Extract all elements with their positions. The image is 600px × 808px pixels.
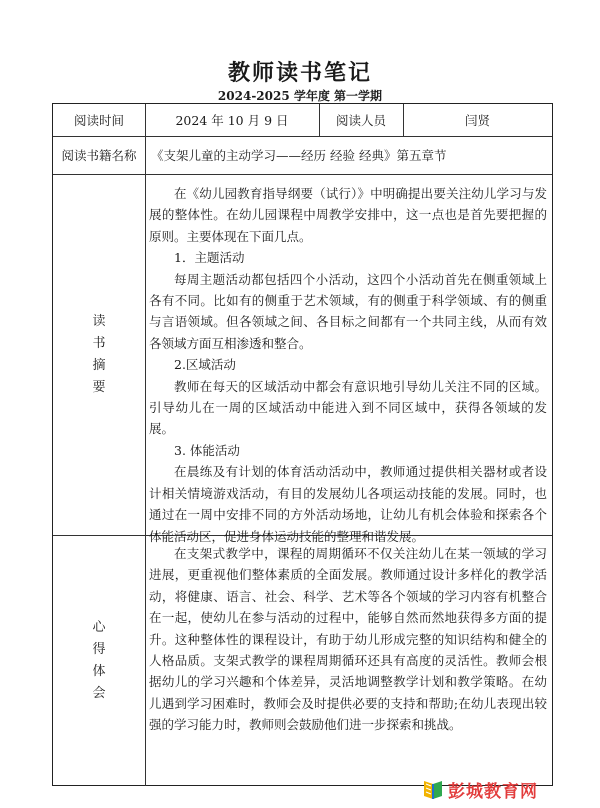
- reading-time-label: 阅读时间: [73, 113, 124, 128]
- book-name-label: 阅读书籍名称: [61, 148, 137, 163]
- watermark-text: 彭城教育网: [448, 782, 538, 802]
- reader-value: 闫贤: [464, 113, 490, 128]
- summary-paragraph: 在《幼儿园教育指导纲要（试行）》中明确提出要关注幼儿学习与发展的整体性。在幼儿园课程中周教学安排中，这一点也是首先要把握的原则。主要体现在下面几点。: [149, 186, 547, 244]
- reflection-label-char: 会: [92, 685, 106, 701]
- page-subtitle: 2024-2025 学年度 第一学期: [217, 89, 383, 103]
- summary-label-char: 读: [92, 313, 106, 329]
- reflection-label: [53, 535, 145, 786]
- summary-paragraph: 在晨练及有计划的体育活动活动中，教师通过提供相关器材或者设计相关情境游戏活动，有目的发展幼儿各项运动技能的发展。同时，也通过在一周中安排不同的方外活动场地，让幼儿有机会体验和探索各个体能活动区，促进身体运动技能的整理和谐发展。: [149, 464, 547, 544]
- summary-paragraph: 2.区域活动: [174, 357, 236, 373]
- reflection-paragraph: 在支架式教学中，课程的周期循环不仅关注幼儿在某一领域的学习进展，更重视他们整体素质的全面发展。教师通过设计多样化的教学活动，将健康、语言、社会、科学、艺术等各个领域的学习内容有机整合在一起，使幼儿在参与活动的过程中，能够自然而然地获得多方面的提升。这种整体性的课程设计，有助于幼儿形成完整的知识结构和健全的人格品质。支架式教学的课程周期循环还具有高度的灵活性。教师会根据幼儿的学习兴趣和个体差异，灵活地调整教学计划和教学策略。在幼儿遇到学习困难时，教师会及时提供必要的支持和帮助;在幼儿表现出较强的学习能力时，教师则会鼓励他们进一步探索和挑战。: [149, 546, 547, 733]
- reflection-label-char: 体: [92, 663, 106, 679]
- summary-paragraph: 3. 体能活动: [174, 442, 240, 458]
- reflection-label-char: 心: [92, 619, 106, 635]
- summary-label-char: 要: [92, 379, 106, 395]
- summary-paragraph: 每周主题活动都包括四个小活动，这四个小活动首先在侧重领域上各有不同。比如有的侧重于艺术领域，有的侧重于科学领域、有的侧重与言语领域。但各领域之间、各目标之间都有一个共同主线，从而有效各领域方面互相渗透和整合。: [149, 271, 547, 351]
- summary-paragraph: 教师在每天的区域活动中都会有意识地引导幼儿关注不同的区域。引导幼儿在一周的区域活动中能进入到不同区域中，获得各领域的发展。: [149, 378, 547, 437]
- column-divider: [145, 535, 146, 786]
- summary-label: [53, 174, 145, 535]
- reflection-text: [149, 543, 547, 736]
- reading-notes-table: [52, 103, 553, 786]
- reading-time-value: 2024 年 10 月 9 日: [175, 113, 289, 128]
- summary-label-char: 书: [92, 335, 106, 351]
- summary-label-char: 摘: [92, 357, 106, 373]
- reflection-label-char: 得: [92, 641, 106, 657]
- page-title: 教师读书笔记: [227, 60, 372, 86]
- reader-label: 阅读人员: [335, 113, 386, 128]
- summary-paragraph: 1．主题活动: [174, 250, 245, 266]
- summary-text: [149, 183, 547, 547]
- site-watermark: [422, 777, 538, 802]
- book-name-value: 《支架儿童的主动学习——经历 经验 经典》第五章节: [151, 148, 447, 163]
- book-logo-icon: [422, 780, 444, 800]
